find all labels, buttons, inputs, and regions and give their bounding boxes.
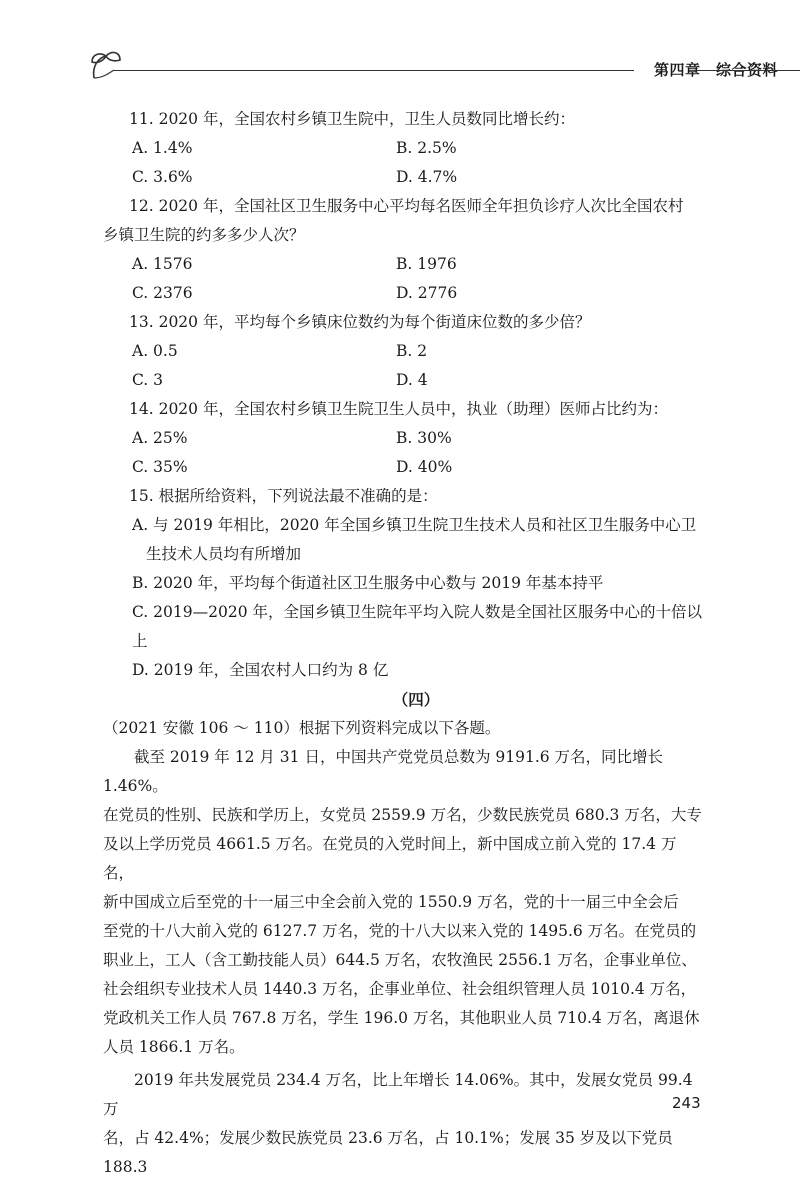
options-grid <box>103 134 703 192</box>
paragraph-line: 人员 1866.1 万名。 <box>103 1038 245 1056</box>
question-stem: 12. 2020 年，全国社区卫生服务中心平均每名医师全年担负诊疗人次比全国农村 <box>129 197 684 215</box>
question-stem: 15. 根据所给资料，下列说法最不准确的是： <box>129 487 438 505</box>
paragraph-line: 截至 2019 年 12 月 31 日，中国共产党党员总数为 9191.6 万名，同比增长 1.46%。 <box>103 748 664 795</box>
paragraph-line: 在党员的性别、民族和学历上，女党员 2559.9 万名，少数民族党员 680.3 万名，大专 <box>103 806 702 824</box>
option: B. 2 <box>396 342 428 360</box>
option: B. 1976 <box>396 255 457 273</box>
page-number: 243 <box>672 1094 701 1112</box>
option: A. 与 2019 年相比，2020 年全国乡镇卫生院卫生技术人员和社区卫生服务中心卫 <box>132 516 697 534</box>
option: A. 0.5 <box>132 342 178 360</box>
option: C. 2376 <box>132 284 193 302</box>
section-intro: （2021 安徽 106 ～ 110）根据下列资料完成以下各题。 <box>103 719 501 737</box>
option: D. 4.7% <box>396 168 458 186</box>
option: A. 1.4% <box>132 139 193 157</box>
option: D. 40% <box>396 458 453 476</box>
option: D. 2776 <box>396 284 458 302</box>
chapter-title: 第四章 综合资料 <box>654 61 779 79</box>
options-grid <box>103 424 703 482</box>
paragraph-line: 党政机关工作人员 767.8 万名，学生 196.0 万名，其他职业人员 710.4 万名，离退休 <box>103 1009 700 1027</box>
question-stem: 11. 2020 年，全国农村乡镇卫生院中，卫生人员数同比增长约： <box>129 110 575 128</box>
option-continued: 生技术人员均有所增加 <box>146 545 302 563</box>
option: C. 3.6% <box>132 168 193 186</box>
header-rule-left <box>114 70 634 71</box>
option: C. 3 <box>132 371 164 389</box>
sprout-icon <box>88 48 124 80</box>
question-stem: 14. 2020 年，全国农村乡镇卫生院卫生人员中，执业（助理）医师占比约为： <box>129 400 668 418</box>
options-grid <box>103 337 703 395</box>
paragraph-line: 及以上学历党员 4661.5 万名。在党员的入党时间上，新中国成立前入党的 17.4 万名， <box>103 835 677 882</box>
material-paragraph <box>103 1066 703 1182</box>
option: B. 30% <box>396 429 452 447</box>
option: A. 1576 <box>132 255 193 273</box>
option: D. 4 <box>396 371 428 389</box>
option: B. 2020 年，平均每个街道社区卫生服务中心数与 2019 年基本持平 <box>132 574 604 592</box>
section-title: （四） <box>392 690 440 709</box>
paragraph-line: 2019 年共发展党员 234.4 万名，比上年增长 14.06%。其中，发展女党员 99.4 万 <box>103 1071 693 1118</box>
option: C. 35% <box>132 458 188 476</box>
paragraph-line: 至党的十八大前入党的 6127.7 万名，党的十八大以来入党的 1495.6 万名。在党员的 <box>103 922 697 940</box>
paragraph-line: 新中国成立后至党的十一届三中全会前入党的 1550.9 万名，党的十一届三中全会后 <box>103 893 679 911</box>
header-rule-right <box>694 70 800 71</box>
option: C. 2019—2020 年，全国乡镇卫生院年平均入院人数是全国社区服务中心的十倍以上 <box>132 603 702 650</box>
option: D. 2019 年，全国农村人口约为 8 亿 <box>132 661 389 679</box>
options-grid <box>103 250 703 308</box>
paragraph-line: 社会组织专业技术人员 1440.3 万名，企事业单位、社会组织管理人员 1010.4 万名， <box>103 980 697 998</box>
option: B. 2.5% <box>396 139 457 157</box>
option: A. 25% <box>132 429 188 447</box>
page-header <box>88 48 800 84</box>
question-stem: 13. 2020 年，平均每个乡镇床位数约为每个街道床位数的多少倍？ <box>129 313 591 331</box>
paragraph-line: 名，占 42.4%；发展少数民族党员 23.6 万名，占 10.1%；发展 35 岁及以下党员 188.3 <box>103 1129 673 1176</box>
material-paragraph <box>103 743 703 1062</box>
paragraph-line: 职业上，工人（含工勤技能人员）644.5 万名，农牧渔民 2556.1 万名，企事业单位、 <box>103 951 697 969</box>
question-stem-continued: 乡镇卫生院的约多多少人次？ <box>103 226 305 244</box>
page-content <box>103 105 703 1182</box>
